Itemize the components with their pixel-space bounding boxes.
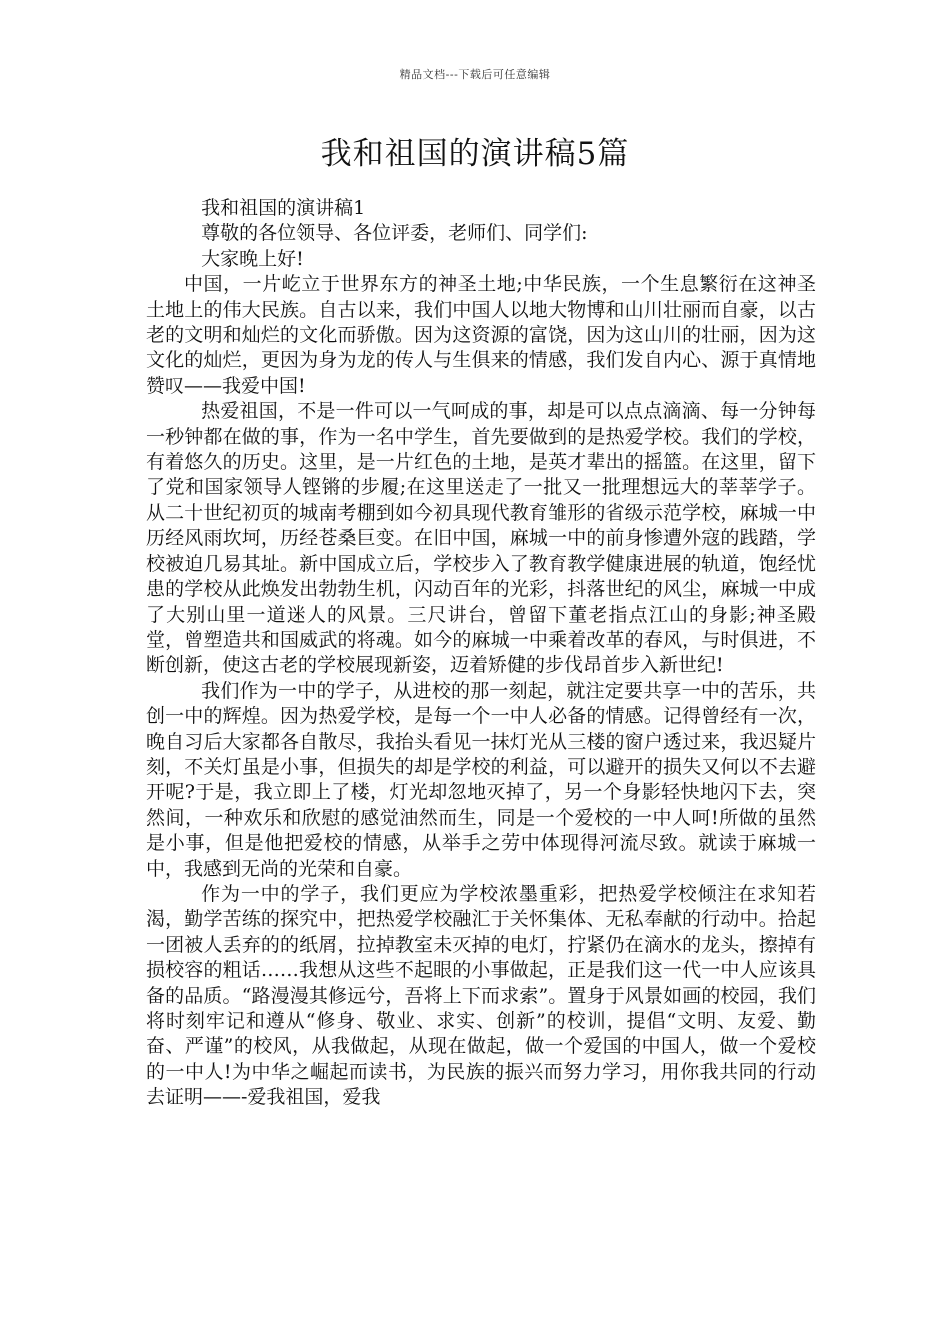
paragraph: 热爱祖国，不是一件可以一气呵成的事，却是可以点点滴滴、每一分钟每一秒钟都在做的事，作为一名中学生，首先要做到的是热爱学校。我们的学校，有着悠久的历史。这里，是一片红色的土地，是英才辈出的摇篮。在这里，留下了党和国家领导人铿锵的步履;在这里送走了一批又一批理想远大的莘莘学子。从二十世纪初页的城南考棚到如今初具现代教育雏形的省级示范学校，麻城一中历经风雨坎坷，历经苍桑巨变。在旧中国，麻城一中的前身惨遭外寇的践踏，学校被迫几易其址。新中国成立后，学校步入了教育教学健康进展的轨道，饱经忧患的学校从此焕发出勃勃生机，闪动百年的光彩，抖落世纪的风尘，麻城一中成了大别山里一道迷人的风景。三尺讲台，曾留下董老指点江山的身影;神圣殿堂，曾塑造共和国威武的将魂。如今的麻城一中乘着改革的春风，与时俱进，不断创新，使这古老的学校展现新姿，迈着矫健的步伐昂首步入新世纪! [146, 400, 816, 677]
paragraph: 作为一中的学子，我们更应为学校浓墨重彩，把热爱学校倾注在求知若渴，勤学苦练的探究中，把热爱学校融汇于关怀集体、无私奉献的行动中。拾起一团被人丢弃的的纸屑，拉掉教室未灭掉的电灯，拧紧仍在滴水的龙头，擦掉有损校容的粗话……我想从这些不起眼的小事做起，正是我们这一代一中人应该具备的品质。“路漫漫其修远兮，吾将上下而求索”。置身于风景如画的校园，我们将时刻牢记和遵从“修身、敬业、求实、创新”的校训，提倡“文明、友爱、勤奋、严谨”的校风，从我做起，从现在做起，做一个爱国的中国人，做一个爱校的一中人!为中华之崛起而读书，为民族的振兴而努力学习，用你我共同的行动去证明——-爱我祖国，爱我 [146, 882, 816, 1109]
greeting: 大家晚上好! [201, 247, 304, 270]
document-subtitle: 我和祖国的演讲稿1 [201, 197, 366, 219]
paragraph: 我们作为一中的学子，从进校的那一刻起，就注定要共享一中的苦乐，共创一中的辉煌。因为热爱学校，是每一个一中人必备的情感。记得曾经有一次，晚自习后大家都各自散尽，我抬头看见一抹灯光从三楼的窗户透过来，我迟疑片刻，不关灯虽是小事，但损失的却是学校的利益，可以避开的损失又何以不去避开呢?于是，我立即上了楼，灯光却忽地灭掉了，另一个身影轻快地闪下去，突然间，一种欢乐和欣慰的感觉油然而生，同是一个爱校的一中人呵!所做的虽然是小事，但是他把爱校的情感，从举手之劳中体现得河流尽致。就读于麻城一中，我感到无尚的光荣和自豪。 [146, 679, 816, 880]
salutation: 尊敬的各位领导、各位评委，老师们、同学们: [201, 222, 588, 245]
document-body [146, 196, 816, 1111]
paragraph: 中国，一片屹立于世界东方的神圣土地;中华民族，一个生息繁衍在这神圣土地上的伟大民族。自古以来，我们中国人以地大物博和山川壮丽而自豪，以古老的文明和灿烂的文化而骄傲。因为这资源的富饶，因为这山川的壮丽，因为这文化的灿烂，更因为身为龙的传人与生俱来的情感，我们发自内心、源于真情地赞叹——我爱中国! [146, 273, 816, 397]
header-note: 精品文档---下载后可任意编辑 [399, 68, 551, 81]
document-title: 我和祖国的演讲稿5篇 [320, 136, 630, 172]
